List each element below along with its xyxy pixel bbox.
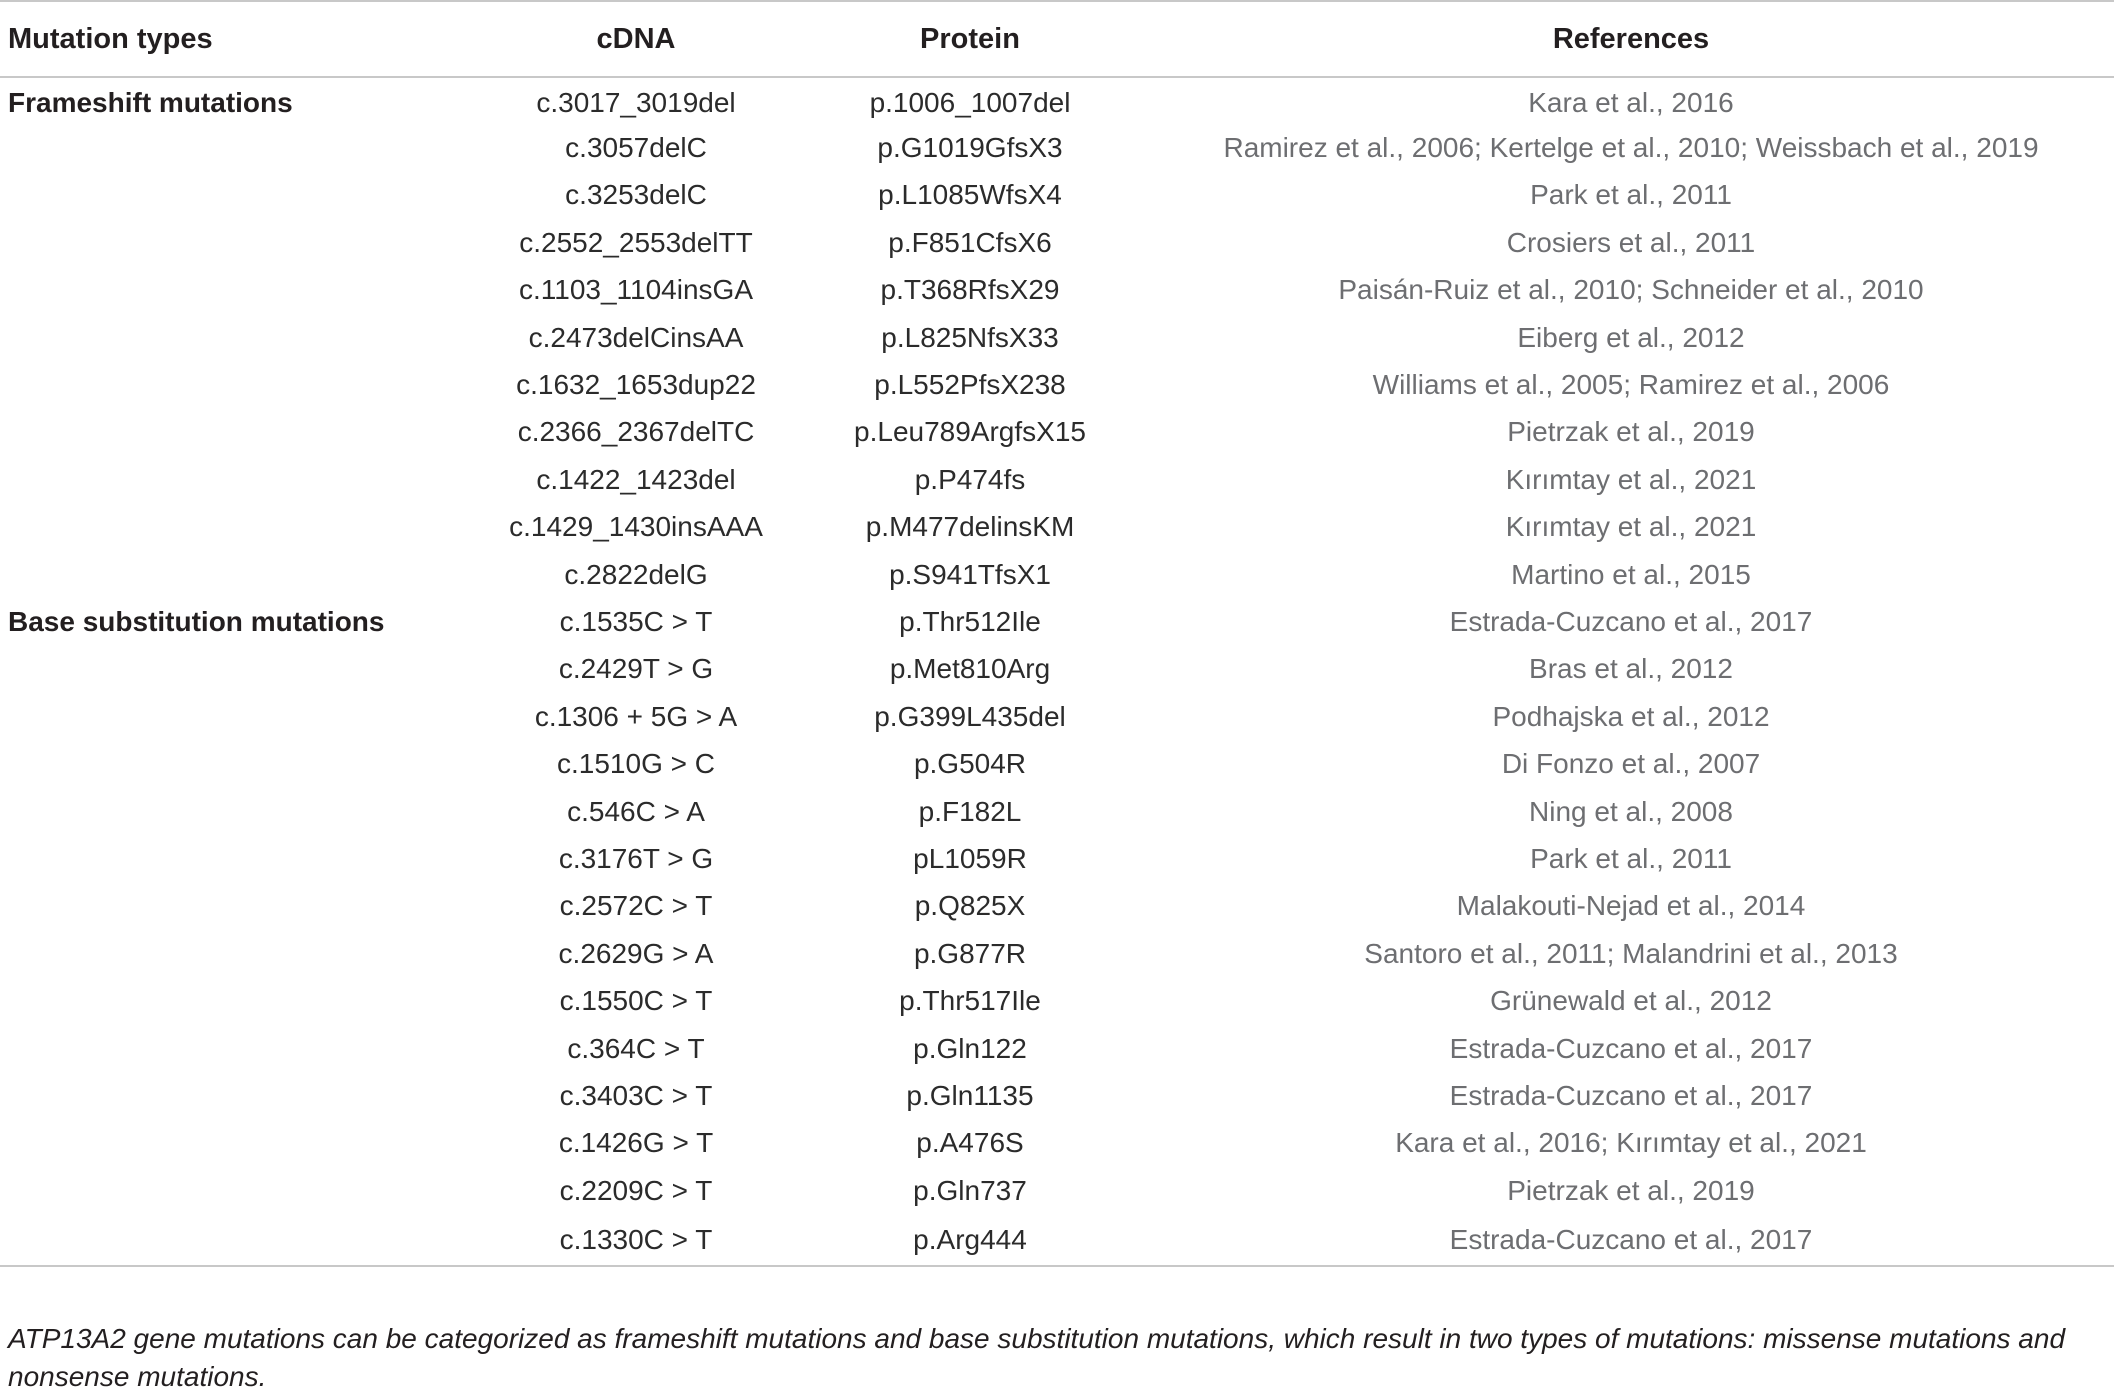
protein-cell: p.M477delinsKM bbox=[865, 511, 1075, 543]
table-row bbox=[0, 1072, 2114, 1119]
protein-cell: p.Gln737 bbox=[913, 1174, 1027, 1206]
table-row bbox=[0, 1167, 2114, 1214]
cdna-cell: c.1306 + 5G > A bbox=[534, 700, 738, 732]
header-cdna: cDNA bbox=[480, 1, 792, 77]
mutation-type-cell bbox=[0, 1072, 480, 1119]
cdna-cell: c.1510G > C bbox=[557, 748, 715, 780]
table-row bbox=[0, 977, 2114, 1024]
protein-cell: p.1006_1007del bbox=[869, 87, 1071, 119]
cdna-cell: c.3057delC bbox=[565, 132, 707, 164]
table-row bbox=[0, 646, 2114, 693]
mutation-type-cell bbox=[0, 788, 480, 835]
protein-cell: p.L552PfsX238 bbox=[874, 369, 1066, 401]
cdna-cell: c.1103_1104insGA bbox=[518, 274, 754, 306]
protein-cell: p.Leu789ArgfsX15 bbox=[854, 416, 1086, 448]
cdna-cell: c.2629G > A bbox=[558, 937, 714, 969]
table-row bbox=[0, 835, 2114, 882]
table-row bbox=[0, 740, 2114, 787]
reference-cell: Estrada-Cuzcano et al., 2017 bbox=[1449, 605, 1813, 637]
cdna-cell: c.1330C > T bbox=[480, 1214, 792, 1266]
table-row bbox=[0, 77, 2114, 124]
mutation-type-cell: Base substitution mutations bbox=[8, 605, 385, 637]
reference-cell: Kara et al., 2016; Kırımtay et al., 2021 bbox=[1395, 1127, 1867, 1159]
reference-cell: Grünewald et al., 2012 bbox=[1490, 985, 1772, 1017]
cdna-cell: c.2429T > G bbox=[558, 653, 714, 685]
mutation-type-cell bbox=[0, 977, 480, 1024]
protein-cell: p.P474fs bbox=[914, 463, 1026, 495]
mutation-type-cell bbox=[0, 740, 480, 787]
reference-cell: Kara et al., 2016 bbox=[1528, 87, 1734, 119]
reference-cell: Park et al., 2011 bbox=[1530, 179, 1732, 211]
protein-cell: p.T368RfsX29 bbox=[880, 274, 1060, 306]
protein-cell: p.A476S bbox=[916, 1127, 1024, 1159]
cdna-cell: c.1429_1430insAAA bbox=[509, 511, 763, 543]
header-protein: Protein bbox=[792, 1, 1148, 77]
mutation-type-cell bbox=[0, 267, 480, 314]
mutation-type-cell bbox=[0, 1025, 480, 1072]
reference-cell: Malakouti-Nejad et al., 2014 bbox=[1456, 890, 1806, 922]
reference-cell: Pietrzak et al., 2019 bbox=[1507, 416, 1755, 448]
reference-cell: Kırımtay et al., 2021 bbox=[1505, 511, 1757, 543]
cdna-cell: c.546C > A bbox=[567, 795, 705, 827]
table-row bbox=[0, 267, 2114, 314]
reference-cell: Estrada-Cuzcano et al., 2017 bbox=[1449, 1079, 1813, 1111]
cdna-cell: c.1632_1653dup22 bbox=[516, 369, 756, 401]
mutation-type-cell bbox=[0, 883, 480, 930]
protein-cell: p.G877R bbox=[913, 937, 1027, 969]
protein-cell: p.G399L435del bbox=[874, 700, 1066, 732]
reference-cell: Crosiers et al., 2011 bbox=[1506, 226, 1756, 258]
reference-cell: Santoro et al., 2011; Malandrini et al., 2013 bbox=[1364, 937, 1898, 969]
protein-cell: p.F851CfsX6 bbox=[888, 226, 1052, 258]
cdna-cell: c.1535C > T bbox=[559, 605, 713, 637]
table-row bbox=[0, 1120, 2114, 1167]
reference-cell: Eiberg et al., 2012 bbox=[1517, 321, 1745, 353]
mutation-type-cell bbox=[0, 504, 480, 551]
reference-cell: Martino et al., 2015 bbox=[1511, 558, 1751, 590]
mutation-type-cell bbox=[0, 1167, 480, 1214]
mutation-type-cell bbox=[0, 1214, 480, 1266]
protein-cell: p.G504R bbox=[913, 748, 1027, 780]
mutation-type-cell bbox=[0, 835, 480, 882]
mutation-type-cell bbox=[0, 409, 480, 456]
table-row bbox=[0, 314, 2114, 361]
header-mutation-types: Mutation types bbox=[0, 1, 480, 77]
protein-cell: p.S941TfsX1 bbox=[889, 558, 1051, 590]
cdna-cell: c.3017_3019del bbox=[536, 87, 736, 119]
mutation-type-cell bbox=[0, 456, 480, 503]
reference-cell: Estrada-Cuzcano et al., 2017 bbox=[1449, 1032, 1813, 1064]
cdna-cell: c.1422_1423del bbox=[536, 463, 736, 495]
table-row bbox=[0, 172, 2114, 219]
mutation-type-cell bbox=[0, 219, 480, 266]
table-row bbox=[0, 693, 2114, 740]
protein-cell: p.Met810Arg bbox=[889, 653, 1051, 685]
protein-cell: p.Gln122 bbox=[913, 1032, 1027, 1064]
cdna-cell: c.3253delC bbox=[565, 179, 707, 211]
protein-cell: p.Thr517Ile bbox=[899, 985, 1041, 1017]
cdna-cell: c.2209C > T bbox=[559, 1174, 713, 1206]
table-row bbox=[0, 788, 2114, 835]
table-row bbox=[0, 1025, 2114, 1072]
reference-cell: Di Fonzo et al., 2007 bbox=[1501, 748, 1761, 780]
mutation-type-cell bbox=[0, 930, 480, 977]
reference-cell: Estrada-Cuzcano et al., 2017 bbox=[1148, 1214, 2114, 1266]
table-body bbox=[0, 77, 2114, 1266]
protein-cell: p.Thr512Ile bbox=[899, 605, 1041, 637]
reference-cell: Paisán-Ruiz et al., 2010; Schneider et al., 2010 bbox=[1338, 274, 1924, 306]
table-row bbox=[0, 219, 2114, 266]
table-footnote: ATP13A2 gene mutations can be categorized as frameshift mutations and base substitution mutations, which result in two types of mutations: missense mutations and nonsense mutations. bbox=[8, 1323, 2066, 1392]
table-row bbox=[0, 598, 2114, 645]
table-row bbox=[0, 361, 2114, 408]
table-row bbox=[0, 1214, 2114, 1266]
table-header bbox=[0, 1, 2114, 77]
protein-cell: p.G1019GfsX3 bbox=[877, 132, 1063, 164]
reference-cell: Ning et al., 2008 bbox=[1529, 795, 1733, 827]
reference-cell: Williams et al., 2005; Ramirez et al., 2006 bbox=[1372, 369, 1890, 401]
protein-cell: p.Gln1135 bbox=[906, 1079, 1034, 1111]
mutation-type-cell bbox=[0, 124, 480, 171]
protein-cell: p.L825NfsX33 bbox=[881, 321, 1059, 353]
cdna-cell: c.1426G > T bbox=[558, 1127, 714, 1159]
cdna-cell: c.2822delG bbox=[564, 558, 708, 590]
protein-cell: p.L1085WfsX4 bbox=[878, 179, 1062, 211]
table-row bbox=[0, 930, 2114, 977]
reference-cell: Kırımtay et al., 2021 bbox=[1505, 463, 1757, 495]
cdna-cell: c.2473delCinsAA bbox=[528, 321, 744, 353]
cdna-cell: c.3176T > G bbox=[558, 842, 714, 874]
table-row bbox=[0, 409, 2114, 456]
reference-cell: Podhajska et al., 2012 bbox=[1492, 700, 1770, 732]
table-row bbox=[0, 124, 2114, 171]
cdna-cell: c.1550C > T bbox=[559, 985, 713, 1017]
table-row bbox=[0, 456, 2114, 503]
table-row bbox=[0, 504, 2114, 551]
cdna-cell: c.3403C > T bbox=[559, 1079, 713, 1111]
mutation-type-cell bbox=[0, 361, 480, 408]
cdna-cell: c.2366_2367delTC bbox=[517, 416, 755, 448]
mutation-type-cell: Frameshift mutations bbox=[8, 87, 293, 119]
reference-cell: Ramirez et al., 2006; Kertelge et al., 2010; Weissbach et al., 2019 bbox=[1223, 132, 2039, 164]
mutation-type-cell bbox=[0, 551, 480, 598]
reference-cell: Pietrzak et al., 2019 bbox=[1507, 1174, 1755, 1206]
mutation-type-cell bbox=[0, 314, 480, 361]
table-row bbox=[0, 551, 2114, 598]
protein-cell: pL1059R bbox=[913, 842, 1027, 874]
protein-cell: p.Q825X bbox=[914, 890, 1026, 922]
header-row bbox=[0, 1, 2114, 77]
header-references: References bbox=[1148, 1, 2114, 77]
mutation-type-cell bbox=[0, 693, 480, 740]
mutation-type-cell bbox=[0, 646, 480, 693]
table-row bbox=[0, 883, 2114, 930]
mutation-type-cell bbox=[0, 1120, 480, 1167]
reference-cell: Bras et al., 2012 bbox=[1529, 653, 1733, 685]
mutation-type-cell bbox=[0, 172, 480, 219]
cdna-cell: c.2552_2553delTT bbox=[519, 226, 753, 258]
reference-cell: Park et al., 2011 bbox=[1530, 842, 1732, 874]
cdna-cell: c.2572C > T bbox=[559, 890, 713, 922]
protein-cell: p.Arg444 bbox=[792, 1214, 1148, 1266]
cdna-cell: c.364C > T bbox=[567, 1032, 705, 1064]
protein-cell: p.F182L bbox=[918, 795, 1022, 827]
